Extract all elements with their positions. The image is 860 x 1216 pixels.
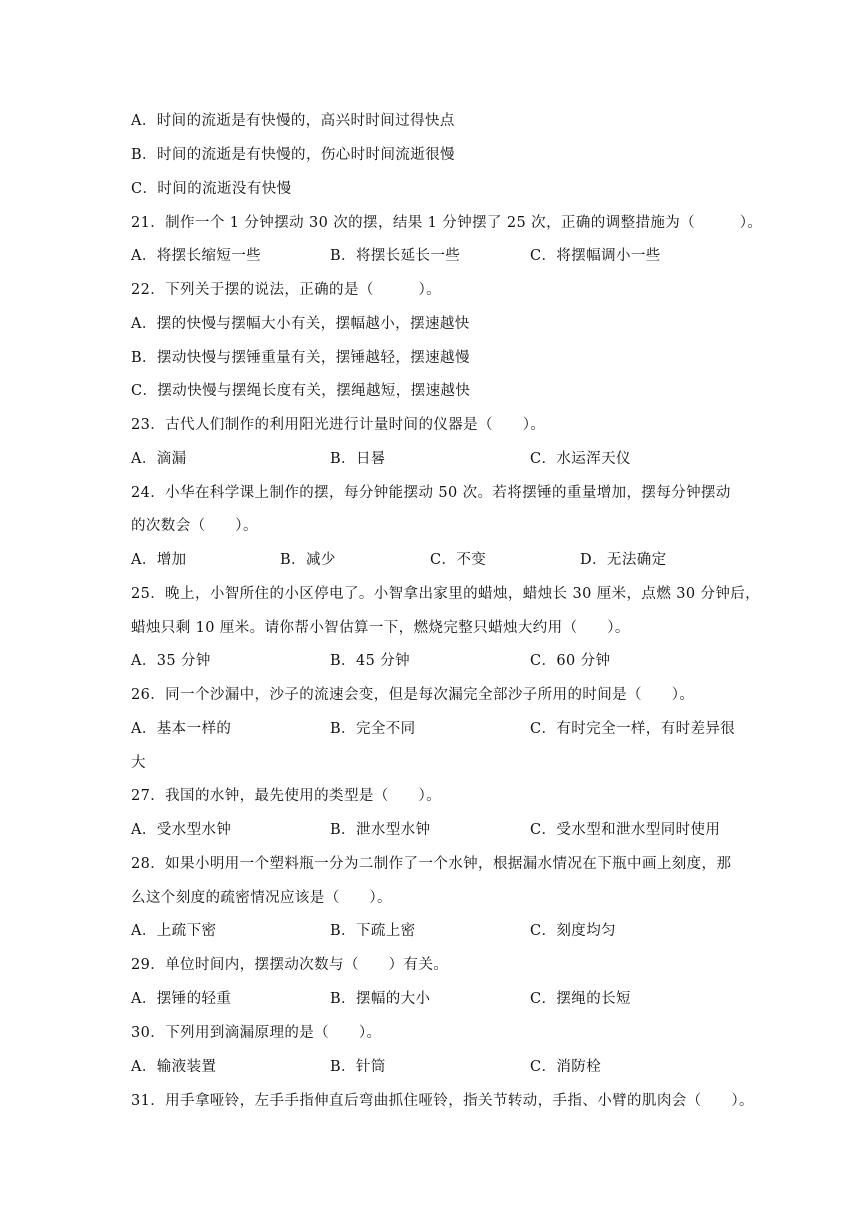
q20-option-b: B．时间的流逝是有快慢的，伤心时时间流逝很慢 bbox=[131, 147, 455, 163]
q24-option-b: B．减少 bbox=[280, 552, 336, 568]
q21-option-a: A．将摆长缩短一些 bbox=[131, 248, 262, 264]
q27-option-b: B．泄水型水钟 bbox=[330, 822, 431, 838]
q23-option-c: C．水运浑天仪 bbox=[530, 451, 631, 467]
q25-text-line2: 蜡烛只剩 10 厘米。请你帮小智估算一下，燃烧完整只蜡烛大约用（ ）。 bbox=[131, 620, 630, 636]
q26-option-a: A．基本一样的 bbox=[131, 721, 232, 737]
q26-option-c: C．有时完全一样，有时差异很 bbox=[530, 721, 736, 737]
q29-option-c: C．摆绳的长短 bbox=[530, 991, 631, 1007]
q30-option-b: B．针筒 bbox=[330, 1059, 386, 1075]
q22-option-b: B．摆动快慢与摆锤重量有关，摆锤越轻，摆速越慢 bbox=[131, 350, 470, 366]
q24-option-a: A．增加 bbox=[131, 552, 187, 568]
q21-option-b: B．将摆长延长一些 bbox=[330, 248, 461, 264]
q27-option-c: C．受水型和泄水型同时使用 bbox=[530, 822, 721, 838]
q20-option-c: C．时间的流逝没有快慢 bbox=[131, 181, 292, 197]
q25-option-a: A．35 分钟 bbox=[131, 653, 211, 669]
q28-text-line2: 么这个刻度的疏密情况应该是（ ）。 bbox=[131, 890, 392, 906]
q24-option-d: D．无法确定 bbox=[580, 552, 667, 568]
q26-option-c-continued: 大 bbox=[131, 755, 146, 771]
q22-text: 22．下列关于摆的说法，正确的是（ ）。 bbox=[131, 282, 441, 298]
q24-text-line1: 24．小华在科学课上制作的摆，每分钟能摆动 50 次。若将摆锤的重量增加，摆每分钟摆动 bbox=[131, 485, 731, 501]
q26-option-b: B．完全不同 bbox=[330, 721, 416, 737]
q23-text: 23．古代人们制作的利用阳光进行计量时间的仪器是（ ）。 bbox=[131, 417, 546, 433]
q21-option-c: C．将摆幅调小一些 bbox=[530, 248, 661, 264]
q28-option-b: B．下疏上密 bbox=[330, 923, 416, 939]
q31-text: 31．用手拿哑铃，左手手指伸直后弯曲抓住哑铃，指关节转动，手指、小臂的肌肉会（ ）。 bbox=[131, 1093, 754, 1109]
q25-text-line1: 25．晚上，小智所住的小区停电了。小智拿出家里的蜡烛，蜡烛长 30 厘米，点燃 30 分钟后， bbox=[131, 586, 761, 602]
q27-text: 27．我国的水钟，最先使用的类型是（ ）。 bbox=[131, 788, 441, 804]
q30-text: 30．下列用到滴漏原理的是（ ）。 bbox=[131, 1025, 382, 1041]
q24-option-c: C．不变 bbox=[430, 552, 487, 568]
q25-option-c: C．60 分钟 bbox=[530, 653, 611, 669]
q28-option-c: C．刻度均匀 bbox=[530, 923, 616, 939]
q26-text: 26．同一个沙漏中，沙子的流速会变，但是每次漏完全部沙子所用的时间是（ ）。 bbox=[131, 687, 695, 703]
q28-text-line1: 28．如果小明用一个塑料瓶一分为二制作了一个水钟，根据漏水情况在下瓶中画上刻度，那 bbox=[131, 856, 732, 872]
q25-option-b: B．45 分钟 bbox=[330, 653, 411, 669]
q21-text: 21．制作一个 1 分钟摆动 30 次的摆，结果 1 分钟摆了 25 次，正确的调整措施为（ ）。 bbox=[131, 215, 763, 231]
q30-option-a: A．输液装置 bbox=[131, 1059, 217, 1075]
q23-option-a: A．滴漏 bbox=[131, 451, 187, 467]
q20-option-a: A．时间的流逝是有快慢的，高兴时时间过得快点 bbox=[131, 113, 455, 129]
q27-option-a: A．受水型水钟 bbox=[131, 822, 232, 838]
q22-option-c: C．摆动快慢与摆绳长度有关，摆绳越短，摆速越快 bbox=[131, 383, 471, 399]
q28-option-a: A．上疏下密 bbox=[131, 923, 217, 939]
q22-option-a: A．摆的快慢与摆幅大小有关，摆幅越小，摆速越快 bbox=[131, 316, 470, 332]
q29-option-b: B．摆幅的大小 bbox=[330, 991, 431, 1007]
q30-option-c: C．消防栓 bbox=[530, 1059, 602, 1075]
q29-text: 29．单位时间内，摆摆动次数与（ ）有关。 bbox=[131, 957, 449, 973]
q23-option-b: B．日晷 bbox=[330, 451, 386, 467]
q29-option-a: A．摆锤的轻重 bbox=[131, 991, 232, 1007]
q24-text-line2: 的次数会（ ）。 bbox=[131, 518, 258, 534]
